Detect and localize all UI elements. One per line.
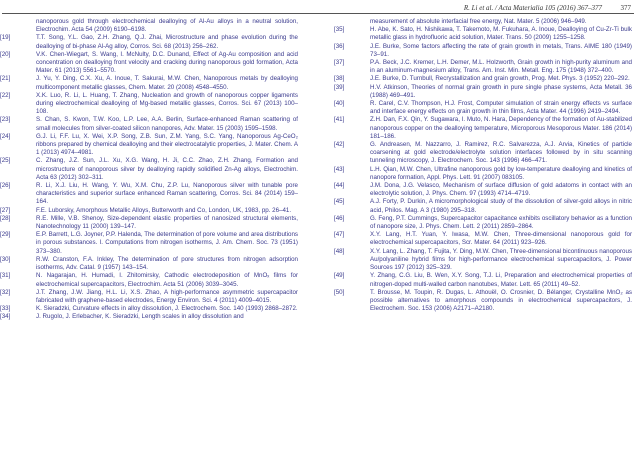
reference-number: [44]: [334, 182, 345, 190]
reference-entry: [334, 116, 632, 141]
reference-text[interactable]: X.K. Luo, R. Li, L. Huang, T. Zhang, Nucleation and growth of nanoporous copper ligaments during electrochemical dealloying of Mg-based metallic glasses, Corros. Sci. 67 (2013) 100–108.: [36, 91, 298, 116]
reference-entry: [0, 231, 298, 256]
reference-number: [32]: [0, 288, 11, 296]
reference-text[interactable]: H. Abe, K. Sato, H. Nishikawa, T. Takemoto, M. Fukuhara, A. Inoue, Dealloying of Cu-Zr-Ti bulk metallic glass in hydrofluoric acid solution, Mater. Trans. 50 (2009) 1255–1258.: [370, 26, 632, 42]
reference-text[interactable]: R.W. Cranston, F.A. Inkley, The determination of pore structures from nitrogen adsorption isotherms, Adv. Catal. 9 (1957) 143–154.: [36, 255, 298, 272]
reference-entry: [334, 59, 632, 75]
reference-entry: [334, 84, 632, 100]
header-rule: [2, 13, 634, 14]
reference-text[interactable]: X.Y. Lang, H.T. Yuan, Y. Iwasa, M.W. Chen, Three-dimensional nanoporous gold for electrochemical supercapacitors, Scr. Mater. 64 (2011) 923–926.: [370, 231, 632, 247]
reference-number: [41]: [334, 116, 345, 124]
reference-number: [36]: [334, 42, 345, 50]
reference-entry: [334, 26, 632, 42]
reference-text[interactable]: S. Chan, S. Kwon, T.W. Koo, L.P. Lee, A.A. Berlin, Surface-enhanced Raman scattering of small molecules from silver-coated silicon nanopores, Adv. Mater. 15 (2003) 1595–1598.: [36, 116, 298, 132]
reference-number: [40]: [334, 100, 345, 108]
reference-entry: [334, 166, 632, 182]
reference-number: [24]: [0, 132, 11, 140]
reference-text[interactable]: K. Sieradzki, Curvature effects in alloy dissolution, J. Electrochem. Soc. 140 (1993) 2868–2872.: [36, 305, 298, 313]
reference-entry: [0, 51, 298, 76]
reference-entry: [0, 34, 298, 50]
reference-number: [22]: [0, 91, 11, 99]
reference-text[interactable]: T. Brousse, M. Toupin, R. Dugas, L. Athouël, O. Crosnier, D. Bélanger, Crystalline MnO₂ as possible alternatives to amorphous compounds in electrochemical supercapacitors, J. Electrochem. Soc. 153 (2006) A2171–A2180.: [370, 288, 632, 313]
reference-entry: [0, 18, 298, 34]
reference-number: [27]: [0, 206, 11, 214]
reference-text[interactable]: J. Yu, Y. Ding, C.X. Xu, A. Inoue, T. Sakurai, M.W. Chen, Nanoporous metals by dealloying multicomponent metallic glasses, Chem. Mater. 20 (2008) 4548–4550.: [36, 75, 298, 91]
reference-number: [34]: [0, 313, 11, 321]
reference-entry: [334, 141, 632, 166]
reference-number: [42]: [334, 141, 345, 149]
reference-text[interactable]: G. Feng, P.T. Cummings, Supercapacitor capacitance exhibits oscillatory behavior as a function of nanopore size, J. Phys. Chem. Lett. 2 (2011) 2859–2864.: [370, 214, 632, 231]
reference-text[interactable]: N. Nagarajan, H. Humadi, I. Zhitomirsky, Cathodic electrodeposition of MnOₓ films for electrochemical supercapacitors, Electrochim. Acta 51 (2006) 3039–3045.: [36, 272, 298, 288]
reference-entry: [0, 313, 298, 321]
reference-text[interactable]: C. Zhang, J.Z. Sun, J.L. Xu, X.G. Wang, H. Ji, C.C. Zhao, Z.H. Zhang, Formation and microstructure of nanoporous silver by dealloying rapidly solidified Zn-Ag alloys, Electrochim. Acta 63 (2012) 302–311.: [36, 157, 298, 181]
reference-text[interactable]: P.A. Beck, J.C. Kremer, L.H. Demer, M.L. Holzworth, Grain growth in high-purity aluminum and in an aluminum-magnesium alloy, Trans. Am. Inst. Min. Metall. Eng. 175 (1948) 372–400.: [370, 59, 632, 75]
reference-text[interactable]: R. Li, X.J. Liu, H. Wang, Y. Wu, X.M. Chu, Z.P. Lu, Nanoporous silver with tunable pore characteristics and superior surface enhanced Raman scattering, Corros. Sci. 84 (2014) 159–164.: [36, 182, 298, 206]
reference-number: [38]: [334, 75, 345, 83]
reference-number: [50]: [334, 288, 345, 296]
reference-number: [29]: [0, 231, 11, 239]
reference-entry: [334, 272, 632, 288]
reference-entry: [0, 92, 298, 117]
reference-number: [39]: [334, 83, 345, 91]
reference-text[interactable]: R. Carel, C.V. Thompson, H.J. Frost, Computer simulation of strain energy effects vs surface and interface energy effects on grain growth in thin films, Acta Mater. 44 (1996) 2419–2494.: [370, 100, 632, 116]
reference-text[interactable]: Y. Zhang, C.G. Liu, B. Wen, X.Y. Song, T.J. Li, Preparation and electrochemical properties of nitrogen-doped multi-walled carbon nanotubes, Mater. Lett. 65 (2011) 49–52.: [370, 272, 632, 288]
reference-entry: [334, 75, 632, 83]
reference-text[interactable]: J.E. Burke, D. Turnbull, Recrystallization and grain growth, Prog. Met. Phys. 3 (1952) 220–292.: [370, 75, 630, 83]
journal-citation: R. Li et al. / Acta Materialia 105 (2016) 367–377: [463, 4, 602, 12]
reference-entry: [0, 289, 298, 305]
reference-text[interactable]: G. Andreasen, M. Nazzarro, J. Ramirez, R.C. Salvarezza, A.J. Arvia, Kinetics of particle coarsening at gold electrode/electrolyte solution interfaces followed by in situ scanning tunneling microscopy, J. Electrochem. Soc. 143 (1996) 466–471.: [370, 141, 632, 165]
page-number: 377: [620, 4, 631, 12]
reference-number: [37]: [334, 59, 345, 67]
reference-entry: [334, 100, 632, 116]
reference-entry: [334, 215, 632, 231]
reference-entry: [0, 256, 298, 272]
reference-text[interactable]: R.E. Mille, V.B. Shenoy, Size-dependent elastic properties of nanosized structural elements, Nanotechnology 11 (2000) 139–147.: [36, 214, 298, 231]
reference-entry: [334, 182, 632, 198]
reference-text[interactable]: T.T. Song, Y.L. Gao, Z.H. Zhang, Q.J. Zhai, Microstructure and phase evolution during the dealloying of bi-phase Al-Ag alloy, Corros. Sci. 68 (2013) 256–262.: [36, 34, 298, 50]
reference-entry: [0, 116, 298, 132]
references-left-column: [0, 18, 298, 322]
reference-entry: [334, 18, 632, 26]
reference-number: [35]: [334, 26, 345, 34]
reference-text[interactable]: H.V. Atkinson, Theories of normal grain growth in pure single phase systems, Acta Metall. 36 (1988) 469–491.: [370, 83, 632, 99]
reference-entry: [0, 207, 298, 215]
reference-entry: [334, 231, 632, 247]
reference-number: [47]: [334, 231, 345, 239]
reference-entry: [0, 305, 298, 313]
reference-number: [28]: [0, 214, 11, 222]
reference-number: [31]: [0, 272, 11, 280]
reference-text[interactable]: measurement of absolute interfacial free energy, Nat. Mater. 5 (2006) 946–949.: [370, 18, 587, 25]
reference-number: [48]: [334, 247, 345, 255]
reference-text[interactable]: J.T. Zhang, J.W. Jiang, H.L. Li, X.S. Zhao, A high-performance asymmetric supercapacitor fabricated with graphene-based electrodes, Energy Environ. Sci. 4 (2011) 4009–4015.: [36, 288, 298, 304]
reference-entry: [0, 157, 298, 182]
reference-number: [25]: [0, 157, 11, 165]
reference-text[interactable]: A.J. Forty, P. Durkin, A micromorphological study of the dissolution of silver-gold alloys in nitric acid, Philos. Mag. A 3 (1980) 295–318.: [370, 198, 632, 214]
reference-text[interactable]: V.K. Chen-Wiegart, S. Wang, I. McNulty, D.C. Dunand, Effect of Ag-Au composition and acid concentration on dealloying front velocity and cracking during nanoporous gold formation, Acta Mater. 61 (2013) 5561–5570.: [36, 50, 298, 75]
reference-entry: [334, 248, 632, 273]
reference-number: [30]: [0, 255, 11, 263]
reference-entry: [0, 182, 298, 207]
reference-number: [21]: [0, 75, 11, 83]
reference-text[interactable]: L.H. Qian, M.W. Chen, Ultrafine nanoporous gold by low-temperature dealloying and kinetics of nanopore formation, Appl. Phys. Lett. 91 (2007) 083105.: [370, 165, 632, 181]
reference-text[interactable]: Z.H. Dan, F.X. Qin, Y. Sugawara, I. Muto, N. Hara, Dependency of the formation of Au-stabilized nanoporous copper on the dealloying temperature, Microporous Mesoporous Mater. 186 (2014) 181–186.: [370, 116, 632, 140]
reference-text[interactable]: G.J. Li, F.F. Lu, X. Wei, X.P. Song, Z.B. Sun, Z.M. Yang, S.C. Yang, Nanoporous Ag-CeO₂ ribbons prepared by chemical dealloying and their electrocatalytic properties, J. Mater. Chem. A 1 (2013) 4974–4981.: [36, 132, 298, 157]
reference-entry: [334, 289, 632, 314]
reference-entry: [334, 43, 632, 59]
reference-text[interactable]: nanoporous gold through electrochemical dealloying of Al-Au alloys in a neutral solution, Electrochim. Acta 54 (2009) 6190–6198.: [36, 18, 298, 34]
reference-text[interactable]: F.E. Luborsky, Amorphous Metallic Alloys, Butterworth and Co, London, UK, 1983, pp. 26–41.: [36, 206, 292, 214]
reference-text[interactable]: J.M. Dona, J.G. Velasco, Mechanism of surface diffusion of gold adatoms in contact with an electrolytic solution, J. Phys. Chem. 97 (1993) 4714–4719.: [370, 182, 632, 198]
reference-number: [20]: [0, 50, 11, 58]
reference-number: [49]: [334, 272, 345, 280]
reference-text[interactable]: J. Rugolo, J. Erlebacher, K. Sieradzki, Length scales in alloy dissolution and: [36, 313, 244, 321]
reference-number: [46]: [334, 214, 345, 222]
reference-entry: [0, 272, 298, 288]
reference-text[interactable]: X.Y. Lang, L. Zhang, T. Fujita, Y. Ding, M.W. Chen, Three-dimensional bicontinuous nanoporous Au/polyaniline hybrid films for high-performance electrochemical supercapacitors, J. Power Sources 197 (2012) 325–329.: [370, 247, 632, 272]
reference-entry: [334, 198, 632, 214]
reference-number: [26]: [0, 182, 11, 190]
reference-entry: [0, 133, 298, 158]
reference-number: [19]: [0, 34, 11, 42]
reference-entry: [0, 75, 298, 91]
reference-text[interactable]: J.E. Burke, Some factors affecting the rate of grain growth in metals, Trans. AIME 180 (1949) 73–91.: [370, 42, 632, 58]
reference-text[interactable]: E.P. Barrett, L.G. Joyner, P.P. Halenda, The determination of pore volume and area distributions in porous substances. I. Computations from nitrogen isotherms, J. Am. Chem. Soc. 73 (1951) 373–380.: [36, 231, 298, 255]
reference-number: [23]: [0, 116, 11, 124]
reference-number: [33]: [0, 305, 11, 313]
reference-entry: [0, 215, 298, 231]
reference-number: [43]: [334, 165, 345, 173]
reference-number: [45]: [334, 198, 345, 206]
references-right-column: [334, 18, 632, 313]
